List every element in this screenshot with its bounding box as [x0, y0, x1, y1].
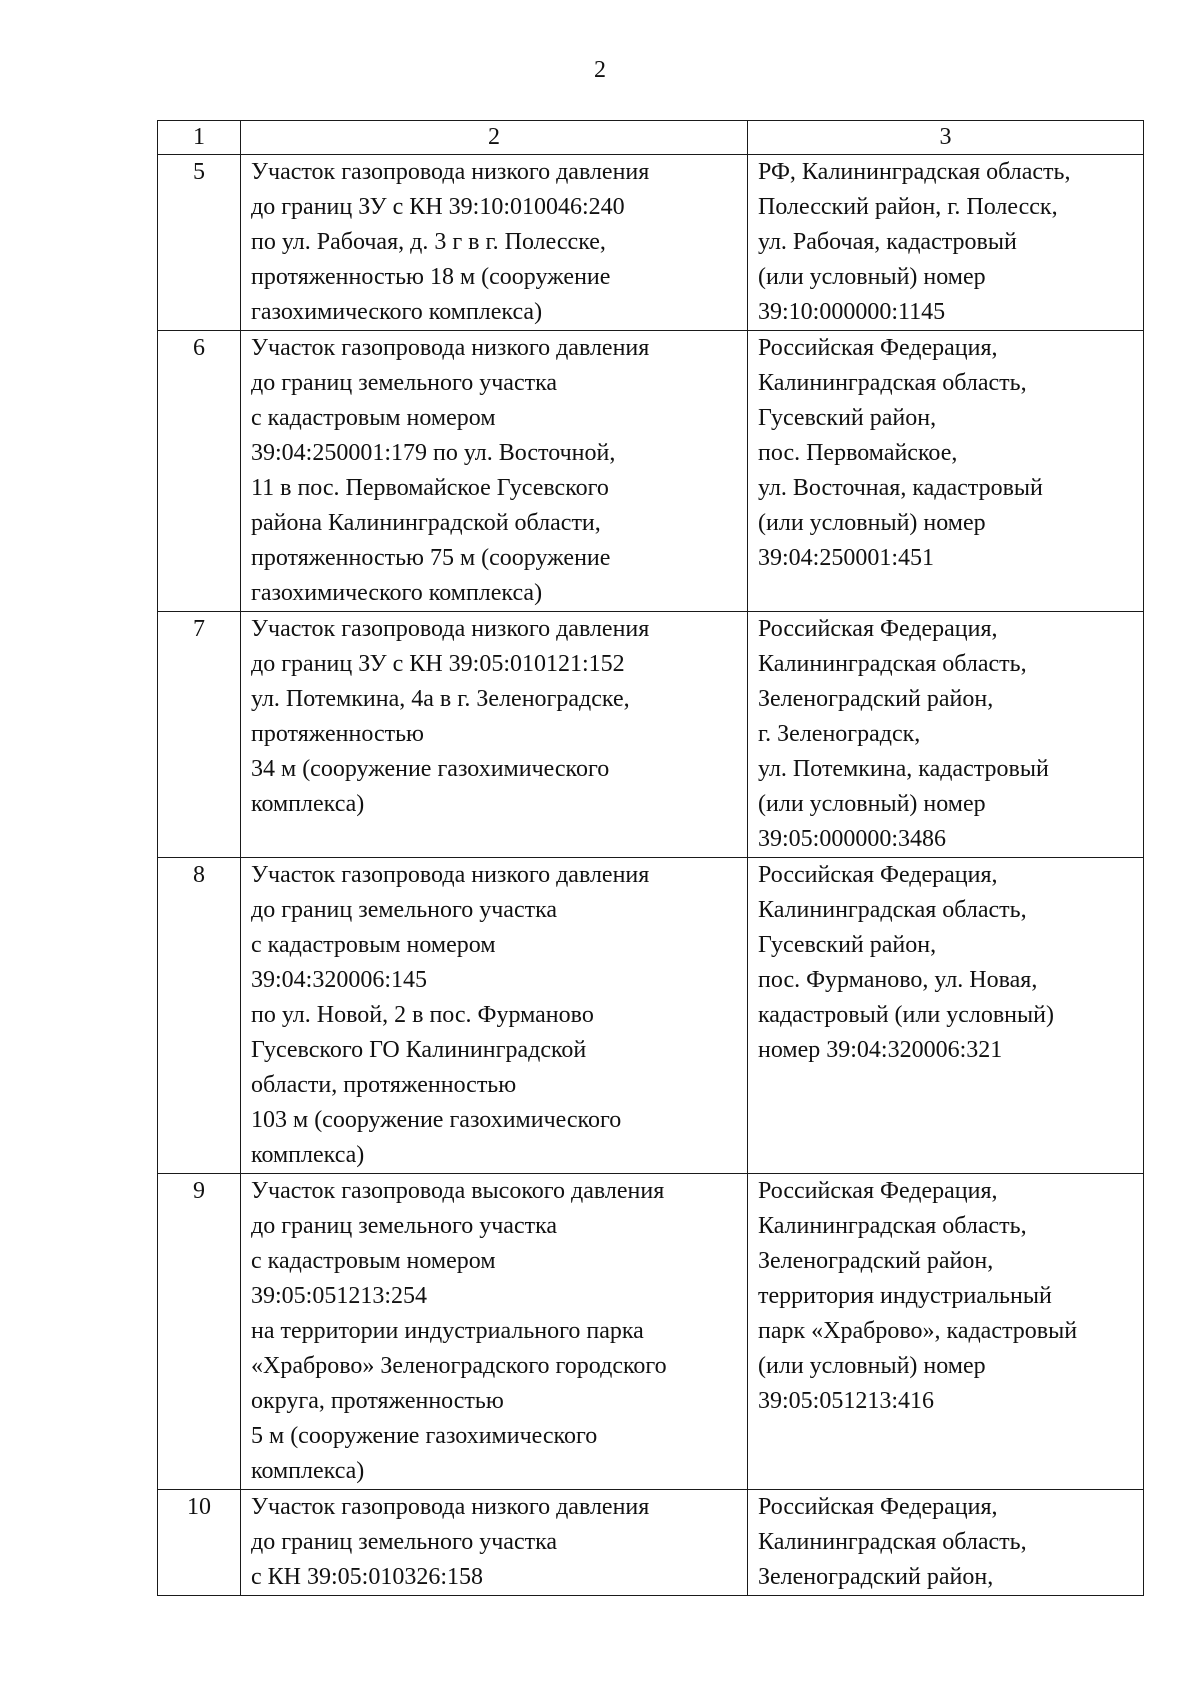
row-description: Участок газопровода низкого давления до границ ЗУ с КН 39:05:010121:152 ул. Потемкина, 4а в г. Зеленоградске, протяженностью 34 м (сооружение газохимического комплекса): [241, 612, 748, 858]
row-address: РФ, Калининградская область, Полесский район, г. Полесск, ул. Рабочая, кадастровый (или условный) номер 39:10:000000:1145: [748, 155, 1144, 331]
row-description: Участок газопровода низкого давления до границ земельного участка с КН 39:05:010326:158: [241, 1490, 748, 1596]
column-header-number: 1: [158, 121, 241, 155]
row-address: Российская Федерация, Калининградская область, Зеленоградский район,: [748, 1490, 1144, 1596]
table-header-row: [158, 121, 1144, 155]
row-description: Участок газопровода низкого давления до границ ЗУ с КН 39:10:010046:240 по ул. Рабочая, д. 3 г в г. Полесске, протяженностью 18 м (сооружение газохимического комплекса): [241, 155, 748, 331]
table-row: [158, 612, 1144, 858]
column-header-address: 3: [748, 121, 1144, 155]
page-number: 2: [594, 57, 606, 83]
row-description: Участок газопровода высокого давления до границ земельного участка с кадастровым номером 39:05:051213:254 на территории индустриального парка «Храброво» Зеленоградского городского округа, протяженностью 5 м (сооружение газохимического комплекса): [241, 1174, 748, 1490]
row-number: 7: [158, 612, 241, 858]
row-address: Российская Федерация, Калининградская область, Зеленоградский район, г. Зеленоградск, ул. Потемкина, кадастровый (или условный) номер 39:05:000000:3486: [748, 612, 1144, 858]
row-number: 5: [158, 155, 241, 331]
table-row: [158, 1490, 1144, 1596]
row-address: Российская Федерация, Калининградская область, Гусевский район, пос. Первомайское, ул. Восточная, кадастровый (или условный) номер 39:04:250001:451: [748, 331, 1144, 612]
row-number: 10: [158, 1490, 241, 1596]
row-description: Участок газопровода низкого давления до границ земельного участка с кадастровым номером 39:04:250001:179 по ул. Восточной, 11 в пос. Первомайское Гусевского района Калининградской области, протяженностью 75 м (сооружение газохимического комплекса): [241, 331, 748, 612]
table-row: [158, 155, 1144, 331]
registry-table: [157, 120, 1144, 1596]
column-header-description: 2: [241, 121, 748, 155]
row-number: 9: [158, 1174, 241, 1490]
table-row: [158, 1174, 1144, 1490]
table-row: [158, 858, 1144, 1174]
row-address: Российская Федерация, Калининградская область, Зеленоградский район, территория индустриальный парк «Храброво», кадастровый (или условный) номер 39:05:051213:416: [748, 1174, 1144, 1490]
row-number: 8: [158, 858, 241, 1174]
table-row: [158, 331, 1144, 612]
row-address: Российская Федерация, Калининградская область, Гусевский район, пос. Фурманово, ул. Новая, кадастровый (или условный) номер 39:04:320006:321: [748, 858, 1144, 1174]
row-number: 6: [158, 331, 241, 612]
row-description: Участок газопровода низкого давления до границ земельного участка с кадастровым номером 39:04:320006:145 по ул. Новой, 2 в пос. Фурманово Гусевского ГО Калининградской области, протяженностью 103 м (сооружение газохимического комплекса): [241, 858, 748, 1174]
